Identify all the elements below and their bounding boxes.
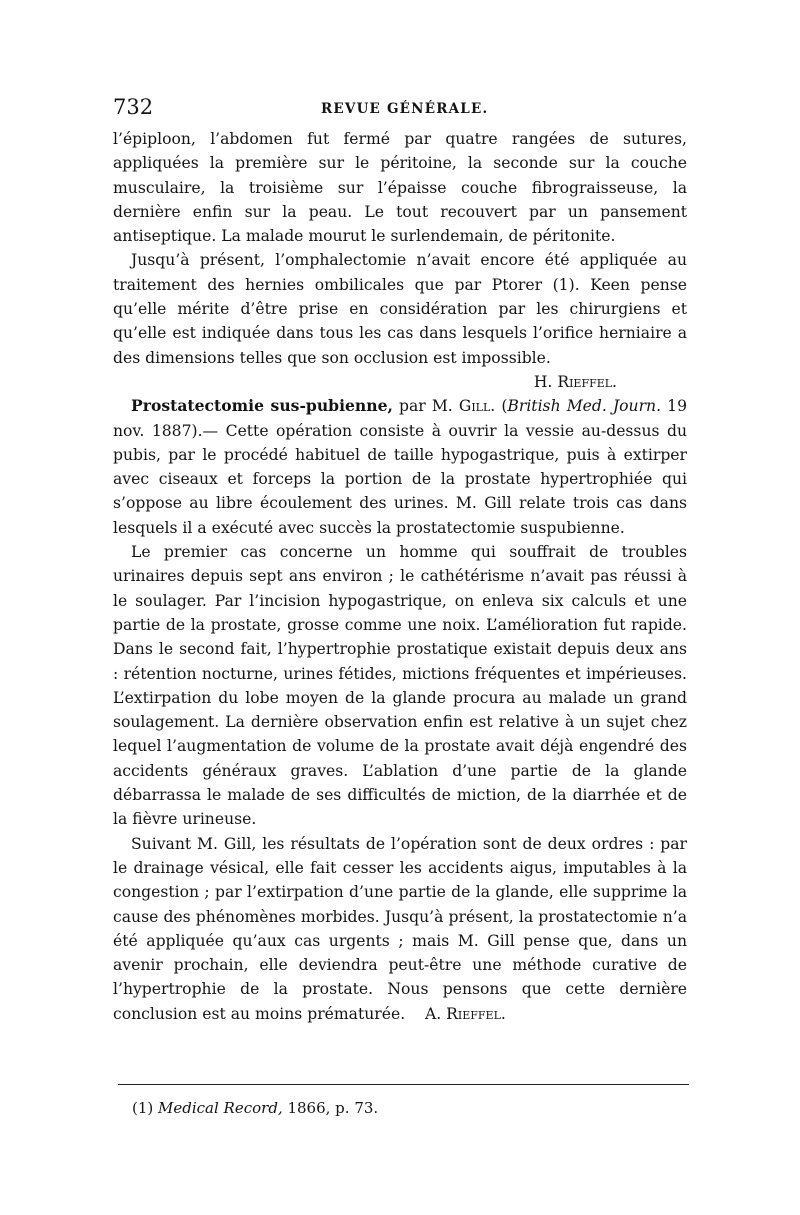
footnote [132,1097,632,1119]
footnote-marker: (1) [132,1099,159,1117]
footnote-rest: 1866, p. 73. [282,1099,379,1117]
article-ref-open: ( [495,397,508,416]
page-header [113,94,685,124]
article-par: par M. [392,397,459,416]
paragraph-suivant-gill [113,832,687,1026]
footnote-source: Medical Record, [158,1099,283,1117]
footnote-rule [118,1084,689,1085]
running-title: REVUE GÉNÉRALE. [321,101,489,117]
article-journal: British Med. Journ. [507,397,662,416]
signature-rieffel-1: H. Rieffel. [533,372,617,391]
paragraph-epiploon: l’épiploon, l’abdomen fut fermé par quatre rangées de sutures, appliquées la première sur le péritoine, la seconde sur la couche musculaire, la troisième sur l’épaisse couche fibrograisseuse, la dernière enfin sur la peau. Le tout recouvert par un pansement antiseptique. La malade mourut le surlendemain, de péritonite. [113,130,687,246]
article-author: Gill. [458,397,496,416]
article-text: 19 nov. 1887).— Cette opération consiste à ouvrir la vessie au-dessus du pubis, par le procédé habituel de taille hypogastrique, puis à extirper avec ciseaux et forceps la portion de la prostate hypertrophiée qui s’oppose au libre écoulement des urines. M. Gill relate trois cas dans lesquels il a exécuté avec succès la prostatectomie suspubienne. [113,397,687,537]
body-text [113,127,687,1026]
page-number: 732 [113,95,154,119]
paragraph-suivant-gill-text: Suivant M. Gill, les résultats de l’opération sont de deux ordres : par le drainage vésical, elle fait cesser les accidents aigus, imputables à la congestion ; par l’extirpation d’une partie de la glande, elle supprime la cause des phénomènes morbides. Jusqu’à présent, la prostatectomie n’a été appliquée qu’aux cas urgents ; mais M. Gill pense que, dans un avenir prochain, elle deviendra peut-être une méthode curative de l’hypertrophie de la prostate. Nous pensons que cette dernière conclusion est au moins prématurée. [113,834,687,1023]
paragraph-prostatectomie [113,394,687,540]
paragraph-premier-cas: Le premier cas concerne un homme qui souffrait de troubles urinaires depuis sept ans environ ; le cathétérisme n’avait pas réussi à le soulager. Par l’incision hypogastrique, on enleva six calculs et une partie de la prostate, grosse comme une noix. L’amélioration fut rapide. Dans le second fait, l’hypertrophie prostatique existait depuis deux ans : rétention nocturne, urines fétides, mictions fréquentes et impérieuses. L’extirpation du lobe moyen de la glande procura au malade un grand soulagement. La dernière observation enfin est relative à un sujet chez lequel l’augmentation de volume de la prostate avait déjà engendré des accidents généraux graves. L’ablation d’une partie de la glande débarrassa le malade de ses difficultés de miction, de la diarrhée et de la fièvre urineuse. [113,543,687,829]
paragraph-omphalectomie: Jusqu’à présent, l’omphalectomie n’avait encore été appliquée au traitement des hernies ombilicales que par Ptorer (1). Keen pense qu’elle mérite d’être prise en considération par les chirurgiens et qu’elle est indiquée dans tous les cas dans lesquels l’orifice herniaire a des dimensions telles que son occlusion est impossible. [113,251,687,367]
article-title: Prostatectomie sus-pubienne, [131,396,393,416]
signature-rieffel-2: A. Rieffel. [424,1004,506,1023]
